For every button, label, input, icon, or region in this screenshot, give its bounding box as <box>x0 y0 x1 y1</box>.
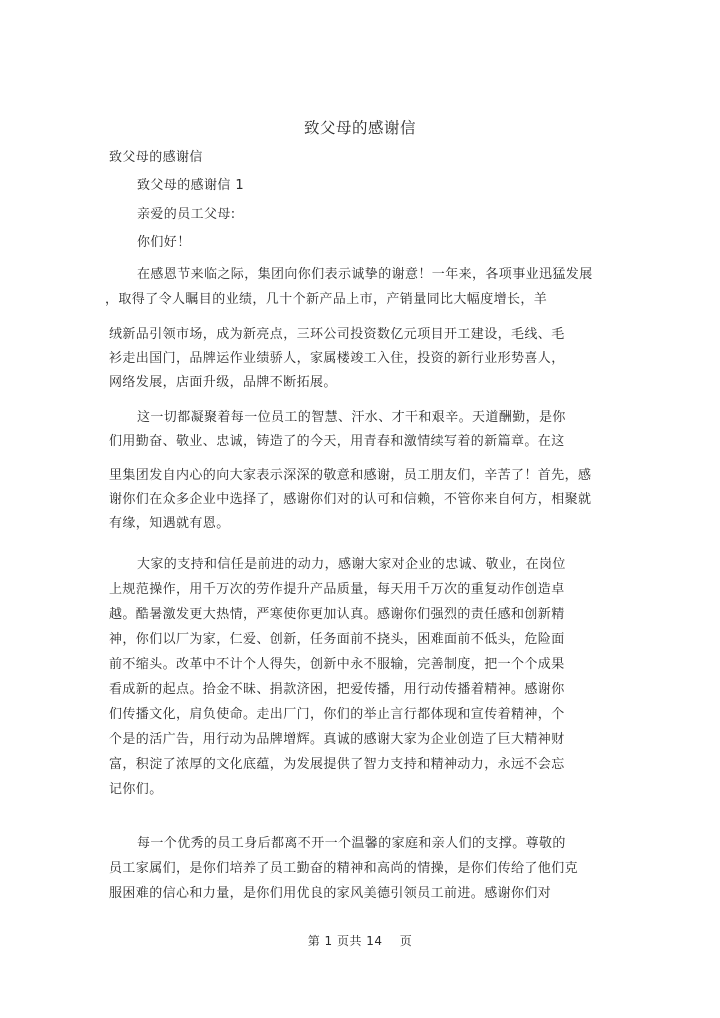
paragraph-3-line-10: 记你们。 <box>109 782 163 797</box>
salutation-1: 亲爱的员工父母: <box>137 207 236 222</box>
paragraph-4-line-2: 员工家属们，是你们培养了员工勤奋的精神和高尚的情操，是你们传给了他们克 <box>109 861 579 876</box>
paragraph-1-line-5: 网络发展，店面升级，品牌不断拓展。 <box>109 375 337 390</box>
paragraph-3-line-7: 们传播文化，肩负使命。走出厂门，你们的举止言行都体现和宣传着精神，个 <box>109 707 565 722</box>
paragraph-3-line-5: 前不缩头。改革中不计个人得失，创新中永不服输，完善制度，把一个个成果 <box>109 657 565 672</box>
paragraph-3-line-9: 富，积淀了浓厚的文化底蕴，为发展提供了智力支持和精神动力，永远不会忘 <box>109 757 565 772</box>
paragraph-1-line-2: ，取得了令人瞩目的业绩，几十个新产品上市，产销量同比大幅度增长，羊 <box>105 292 548 307</box>
paragraph-3-line-1: 大家的支持和信任是前进的动力，感谢大家对企业的忠诚、敬业，在岗位 <box>137 557 566 572</box>
salutation-2: 你们好！ <box>137 235 191 250</box>
page-title: 致父母的感谢信 <box>303 119 416 137</box>
paragraph-2-line-2: 们用勤奋、敬业、忠诚，铸造了的今天，用青春和激情续写着的新篇章。在这 <box>109 434 565 449</box>
paragraph-3-line-3: 越。酷暑激发更大热情，严寒使你更加认真。感谢你们强烈的责任感和创新精 <box>109 607 565 622</box>
heading-2: 致父母的感谢信 1 <box>137 178 245 193</box>
paragraph-1-line-4: 衫走出国门，品牌运作业绩骄人，家属楼竣工入住，投资的新行业形势喜人， <box>109 351 565 366</box>
paragraph-3-line-8: 个是的活广告，用行动为品牌增辉。真诚的感谢大家为企业创造了巨大精神财 <box>109 732 565 747</box>
paragraph-1-line-1: 在感恩节来临之际，集团向你们表示诚挚的谢意！一年来，各项事业迅猛发展 <box>137 267 593 282</box>
paragraph-1-line-3: 绒新品引领市场，成为新亮点，三环公司投资数亿元项目开工建设，毛线、毛 <box>109 327 565 342</box>
paragraph-3-line-4: 神，你们以厂为家，仁爱、创新，任务面前不挠头，困难面前不低头，危险面 <box>109 632 565 647</box>
paragraph-2-line-4: 谢你们在众多企业中选择了，感谢你们对的认可和信赖，不管你来自何方，相聚就 <box>109 492 592 507</box>
paragraph-4-line-1: 每一个优秀的员工身后都离不开一个温馨的家庭和亲人们的支撑。尊敬的 <box>137 836 566 851</box>
heading-1: 致父母的感谢信 <box>109 150 203 165</box>
paragraph-3-line-6: 看成新的起点。拾金不昧、捐款济困，把爱传播，用行动传播着精神。感谢你 <box>109 682 565 697</box>
paragraph-3-line-2: 上规范操作，用千万次的劳作提升产品质量，每天用千万次的重复动作创造卓 <box>109 582 565 597</box>
paragraph-2-line-1: 这一切都凝聚着每一位员工的智慧、汗水、才干和艰辛。天道酬勤，是你 <box>137 410 566 425</box>
paragraph-4-line-3: 服困难的信心和力量，是你们用优良的家风美德引领员工前进。感谢你们对 <box>109 886 552 901</box>
paragraph-2-line-5: 有缘，知遇就有恩。 <box>109 516 230 531</box>
paragraph-2-line-3: 里集团发自内心的向大家表示深深的敬意和感谢，员工朋友们，辛苦了！首先，感 <box>109 468 592 483</box>
page-footer: 第 1 页共 14 页 <box>307 934 413 948</box>
